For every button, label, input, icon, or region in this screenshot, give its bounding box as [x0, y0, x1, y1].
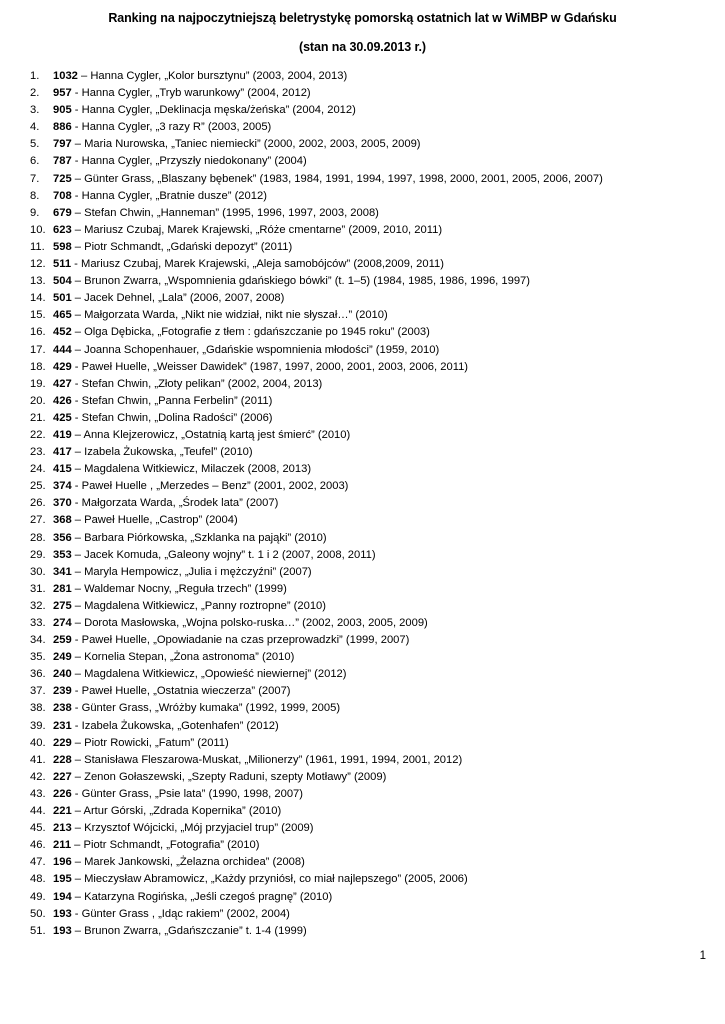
item-entry: [53, 564, 312, 581]
item-count: 511: [53, 258, 72, 271]
item-count: 213: [53, 822, 72, 835]
item-entry: [53, 136, 421, 153]
item-number: 1.: [30, 70, 40, 82]
list-item: [0, 820, 725, 837]
item-number: 51.: [30, 924, 46, 937]
item-entry: [53, 102, 356, 119]
item-count: 504: [53, 275, 72, 288]
item-description: - Paweł Huelle, „Opowiadanie na czas przeprowadzki” (1999, 2007): [71, 634, 410, 647]
item-description: – Magdalena Witkiewicz, „Panny roztropne” (2010): [71, 599, 326, 612]
item-number: 26.: [30, 497, 46, 510]
item-entry: [53, 735, 229, 752]
item-count: 221: [53, 805, 72, 818]
item-description: – Artur Górski, „Zdrada Kopernika” (2010): [71, 805, 282, 818]
item-number: 16.: [30, 326, 46, 339]
item-description: – Stefan Chwin, „Hanneman” (1995, 1996, 1997, 2003, 2008): [71, 206, 379, 219]
item-description: - Hanna Cygler, „Deklinacja męska/żeńska” (2004, 2012): [71, 104, 356, 117]
list-item: [0, 547, 725, 564]
item-entry: [53, 444, 253, 461]
item-count: 598: [53, 240, 72, 253]
list-item: [0, 564, 725, 581]
item-description: - Günter Grass, „Psie lata” (1990, 1998, 2007): [71, 787, 303, 800]
item-description: – Krzysztof Wójcicki, „Mój przyjaciel trup” (2009): [71, 822, 314, 835]
item-description: – Marek Jankowski, „Żelazna orchidea” (2008): [71, 856, 305, 869]
item-description: – Katarzyna Rogińska, „Jeśli czegoś pragnę” (2010): [71, 890, 333, 903]
item-number: 38.: [30, 702, 46, 715]
item-count: 259: [53, 634, 72, 647]
item-count: 725: [53, 172, 72, 185]
list-item: [0, 102, 725, 119]
item-entry: [53, 256, 444, 273]
item-entry: [53, 273, 530, 290]
item-number: 43.: [30, 787, 46, 800]
item-count: 356: [53, 531, 72, 544]
list-item: [0, 683, 725, 700]
list-item: [0, 393, 725, 410]
item-entry: [53, 752, 462, 769]
item-entry: [53, 410, 273, 427]
list-item: [0, 598, 725, 615]
item-description: – Małgorzata Warda, „Nikt nie widział, nikt nie słyszał…” (2010): [71, 309, 388, 322]
item-count: 195: [53, 873, 72, 886]
item-count: 415: [53, 463, 72, 476]
item-entry: [53, 222, 442, 239]
item-number: 28.: [30, 531, 46, 544]
list-item: [0, 700, 725, 717]
item-entry: [53, 666, 347, 683]
list-item: [0, 581, 725, 598]
item-number: 47.: [30, 856, 46, 869]
list-item: [0, 786, 725, 803]
item-entry: [53, 342, 439, 359]
item-description: - Paweł Huelle , „Merzedes – Benz” (2001, 2002, 2003): [71, 480, 349, 493]
item-entry: [53, 530, 327, 547]
item-count: 231: [53, 719, 72, 732]
item-count: 957: [53, 87, 72, 100]
item-number: 2.: [30, 87, 40, 100]
list-item: [0, 649, 725, 666]
item-count: 501: [53, 292, 72, 305]
item-description: - Hanna Cygler, „Tryb warunkowy” (2004, 2012): [71, 87, 311, 100]
list-item: [0, 119, 725, 136]
item-description: – Magdalena Witkiewicz, „Opowieść niewiernej” (2012): [71, 668, 347, 681]
item-number: 14.: [30, 292, 46, 305]
list-item: [0, 273, 725, 290]
page-number: 1: [699, 950, 706, 962]
item-entry: [53, 359, 468, 376]
item-entry: [53, 85, 311, 102]
list-item: [0, 359, 725, 376]
item-description: - Günter Grass, „Wróżby kumaka” (1992, 1999, 2005): [71, 702, 341, 715]
list-item: [0, 718, 725, 735]
item-number: 41.: [30, 753, 46, 766]
item-count: 194: [53, 890, 72, 903]
item-description: - Paweł Huelle, „Ostatnia wieczerza” (2007): [71, 685, 291, 698]
item-count: 417: [53, 446, 72, 459]
item-number: 4.: [30, 121, 40, 134]
item-count: 227: [53, 770, 72, 783]
item-description: – Joanna Schopenhauer, „Gdańskie wspomnienia młodości” (1959, 2010): [71, 343, 440, 356]
item-entry: [53, 786, 303, 803]
item-entry: [53, 615, 428, 632]
item-number: 9.: [30, 206, 40, 219]
list-item: [0, 68, 725, 85]
list-item: [0, 854, 725, 871]
item-number: 7.: [30, 172, 40, 185]
item-number: 44.: [30, 805, 46, 818]
item-description: - Stefan Chwin, „Dolina Radości” (2006): [71, 411, 273, 424]
list-item: [0, 769, 725, 786]
item-count: 787: [53, 155, 72, 168]
item-number: 15.: [30, 309, 46, 322]
list-item: [0, 495, 725, 512]
item-entry: [53, 307, 388, 324]
item-entry: [53, 906, 290, 923]
item-count: 886: [53, 121, 72, 134]
item-entry: [53, 239, 292, 256]
item-entry: [53, 889, 332, 906]
item-number: 42.: [30, 770, 46, 783]
item-entry: [53, 324, 430, 341]
item-number: 35.: [30, 651, 46, 664]
item-entry: [53, 188, 267, 205]
item-number: 11.: [30, 240, 45, 253]
item-description: – Jacek Dehnel, „Lala” (2006, 2007, 2008): [71, 292, 285, 305]
item-description: - Mariusz Czubaj, Marek Krajewski, „Aleja samobójców” (2008,2009, 2011): [71, 258, 444, 271]
list-item: [0, 290, 725, 307]
item-entry: [53, 598, 326, 615]
list-item: [0, 136, 725, 153]
item-count: 374: [53, 480, 72, 493]
item-description: - Günter Grass , „Idąc rakiem” (2002, 2004): [71, 907, 290, 920]
item-number: 17.: [30, 343, 46, 356]
item-description: – Hanna Cygler, „Kolor bursztynu” (2003, 2004, 2013): [77, 70, 348, 82]
item-number: 21.: [30, 411, 46, 424]
item-entry: [53, 478, 348, 495]
item-number: 18.: [30, 360, 46, 373]
list-item: [0, 889, 725, 906]
list-item: [0, 376, 725, 393]
item-entry: [53, 427, 350, 444]
item-entry: [53, 68, 347, 85]
item-count: 239: [53, 685, 72, 698]
document-subtitle: (stan na 30.09.2013 r.): [299, 40, 426, 54]
item-number: 23.: [30, 446, 46, 459]
item-description: – Piotr Schmandt, „Fotografia” (2010): [71, 839, 260, 852]
item-description: - Stefan Chwin, „Panna Ferbelin” (2011): [71, 394, 273, 407]
list-item: [0, 837, 725, 854]
item-entry: [53, 495, 278, 512]
item-description: - Hanna Cygler, „Przyszły niedokonany” (2004): [71, 155, 307, 168]
item-count: 240: [53, 668, 72, 681]
item-description: – Kornelia Stepan, „Żona astronoma” (2010): [71, 651, 295, 664]
list-item: [0, 171, 725, 188]
item-entry: [53, 923, 307, 940]
list-item: [0, 478, 725, 495]
item-description: – Piotr Schmandt, „Gdański depozyt” (2011): [71, 240, 293, 253]
item-number: 49.: [30, 890, 46, 903]
list-item: [0, 444, 725, 461]
item-count: 426: [53, 394, 72, 407]
item-number: 48.: [30, 873, 46, 886]
list-item: [0, 871, 725, 888]
item-count: 229: [53, 736, 72, 749]
item-description: - Hanna Cygler, „Bratnie dusze” (2012): [71, 189, 267, 202]
list-item: [0, 153, 725, 170]
item-count: 226: [53, 787, 72, 800]
ranking-list: [0, 68, 725, 940]
item-count: 623: [53, 223, 72, 236]
item-number: 10.: [30, 223, 46, 236]
item-count: 429: [53, 360, 72, 373]
item-number: 30.: [30, 565, 46, 578]
item-count: 1032: [53, 70, 78, 82]
list-item: [0, 530, 725, 547]
item-description: – Maryla Hempowicz, „Julia i mężczyźni” (2007): [71, 565, 312, 578]
item-number: 22.: [30, 428, 46, 441]
item-number: 39.: [30, 719, 46, 732]
item-entry: [53, 547, 376, 564]
item-count: 275: [53, 599, 72, 612]
list-item: [0, 307, 725, 324]
item-count: 368: [53, 514, 72, 527]
item-count: 274: [53, 617, 72, 629]
list-item: [0, 735, 725, 752]
item-number: 5.: [30, 138, 40, 151]
item-number: 33.: [30, 617, 46, 629]
item-number: 12.: [30, 258, 46, 271]
list-item: [0, 342, 725, 359]
item-entry: [53, 393, 272, 410]
item-count: 341: [53, 565, 72, 578]
item-number: 8.: [30, 189, 40, 202]
item-number: 24.: [30, 463, 46, 476]
list-item: [0, 803, 725, 820]
item-count: 249: [53, 651, 72, 664]
list-item: [0, 256, 725, 273]
item-entry: [53, 290, 284, 307]
item-entry: [53, 683, 291, 700]
item-count: 193: [53, 924, 72, 937]
item-entry: [53, 171, 603, 188]
item-description: – Mieczysław Abramowicz, „Każdy przyniósł, co miał najlepszego” (2005, 2006): [71, 873, 468, 886]
item-description: – Mariusz Czubaj, Marek Krajewski, „Róże cmentarne” (2009, 2010, 2011): [71, 223, 443, 236]
item-entry: [53, 632, 409, 649]
list-item: [0, 85, 725, 102]
item-entry: [53, 153, 307, 170]
item-entry: [53, 837, 259, 854]
list-item: [0, 205, 725, 222]
list-item: [0, 512, 725, 529]
item-count: 419: [53, 428, 72, 441]
item-number: 13.: [30, 275, 46, 288]
item-count: 238: [53, 702, 72, 715]
item-number: 31.: [30, 582, 46, 595]
item-count: 427: [53, 377, 72, 390]
item-count: 797: [53, 138, 72, 151]
item-count: 211: [53, 839, 72, 852]
item-entry: [53, 871, 468, 888]
item-count: 679: [53, 206, 72, 219]
item-entry: [53, 649, 294, 666]
item-count: 193: [53, 907, 72, 920]
list-item: [0, 427, 725, 444]
list-item: [0, 222, 725, 239]
item-entry: [53, 854, 305, 871]
item-description: - Stefan Chwin, „Złoty pelikan” (2002, 2004, 2013): [71, 377, 323, 390]
item-number: 27.: [30, 514, 46, 527]
list-item: [0, 410, 725, 427]
item-description: – Paweł Huelle, „Castrop” (2004): [71, 514, 238, 527]
item-entry: [53, 803, 281, 820]
item-description: – Jacek Komuda, „Galeony wojny” t. 1 i 2 (2007, 2008, 2011): [71, 548, 376, 561]
item-entry: [53, 581, 287, 598]
item-entry: [53, 820, 314, 837]
item-count: 196: [53, 856, 72, 869]
item-count: 452: [53, 326, 72, 339]
item-entry: [53, 769, 386, 786]
document-title: Ranking na najpoczytniejszą beletrystykę pomorską ostatnich lat w WiMBP w Gdańsku: [108, 11, 617, 25]
list-item: [0, 752, 725, 769]
item-entry: [53, 461, 311, 478]
list-item: [0, 923, 725, 940]
item-count: 444: [53, 343, 72, 356]
list-item: [0, 461, 725, 478]
item-number: 6.: [30, 155, 40, 168]
list-item: [0, 324, 725, 341]
item-number: 19.: [30, 377, 46, 390]
item-description: – Waldemar Nocny, „Reguła trzech” (1999): [71, 582, 287, 595]
list-item: [0, 632, 725, 649]
item-description: – Anna Klejzerowicz, „Ostatnią kartą jest śmierć” (2010): [71, 428, 351, 441]
item-count: 228: [53, 753, 72, 766]
item-description: – Magdalena Witkiewicz, Milaczek (2008, 2013): [71, 463, 312, 476]
list-item: [0, 188, 725, 205]
item-count: 465: [53, 309, 72, 322]
item-number: 45.: [30, 822, 46, 835]
item-description: – Brunon Zwarra, „Gdańszczanie” t. 1-4 (1999): [71, 924, 307, 937]
item-description: – Stanisława Fleszarowa-Muskat, „Milionerzy” (1961, 1991, 1994, 2001, 2012): [71, 753, 463, 766]
item-description: - Hanna Cygler, „3 razy R” (2003, 2005): [71, 121, 272, 134]
item-count: 708: [53, 189, 72, 202]
item-number: 32.: [30, 599, 46, 612]
item-number: 37.: [30, 685, 46, 698]
item-number: 40.: [30, 736, 46, 749]
item-description: - Izabela Żukowska, „Gotenhafen” (2012): [71, 719, 279, 732]
item-description: – Izabela Żukowska, „Teufel” (2010): [71, 446, 253, 459]
item-number: 20.: [30, 394, 46, 407]
item-description: – Piotr Rowicki, „Fatum” (2011): [71, 736, 229, 749]
item-number: 34.: [30, 634, 46, 647]
item-description: - Paweł Huelle, „Weisser Dawidek” (1987, 1997, 2000, 2001, 2003, 2006, 2011): [71, 360, 469, 373]
item-description: - Małgorzata Warda, „Środek lata” (2007): [71, 497, 279, 510]
list-item: [0, 615, 725, 632]
item-number: 3.: [30, 104, 40, 117]
item-count: 370: [53, 497, 72, 510]
item-count: 425: [53, 411, 72, 424]
item-entry: [53, 376, 322, 393]
item-entry: [53, 205, 379, 222]
item-count: 905: [53, 104, 72, 117]
item-count: 353: [53, 548, 72, 561]
item-number: 29.: [30, 548, 46, 561]
item-number: 25.: [30, 480, 46, 493]
item-description: – Brunon Zwarra, „Wspomnienia gdańskiego bówki” (t. 1–5) (1984, 1985, 1986, 1996, 1997): [71, 275, 531, 288]
item-description: – Günter Grass, „Blaszany bębenek” (1983, 1984, 1991, 1994, 1997, 1998, 2000, 2001, 2005, 2006, 2007): [71, 172, 603, 185]
item-entry: [53, 512, 238, 529]
item-entry: [53, 718, 279, 735]
list-item: [0, 239, 725, 256]
item-count: 281: [53, 582, 72, 595]
item-description: – Dorota Masłowska, „Wojna polsko-ruska…” (2002, 2003, 2005, 2009): [71, 617, 428, 629]
item-description: – Barbara Piórkowska, „Szklanka na pająki” (2010): [71, 531, 327, 544]
item-description: – Maria Nurowska, „Taniec niemiecki” (2000, 2002, 2003, 2005, 2009): [71, 138, 421, 151]
item-number: 36.: [30, 668, 46, 681]
list-item: [0, 666, 725, 683]
item-number: 46.: [30, 839, 46, 852]
list-item: [0, 906, 725, 923]
item-number: 50.: [30, 907, 46, 920]
item-entry: [53, 119, 271, 136]
item-description: – Olga Dębicka, „Fotografie z tłem : gdańszczanie po 1945 roku” (2003): [71, 326, 430, 339]
item-description: – Zenon Gołaszewski, „Szepty Raduni, szepty Motławy” (2009): [71, 770, 387, 783]
item-entry: [53, 700, 340, 717]
